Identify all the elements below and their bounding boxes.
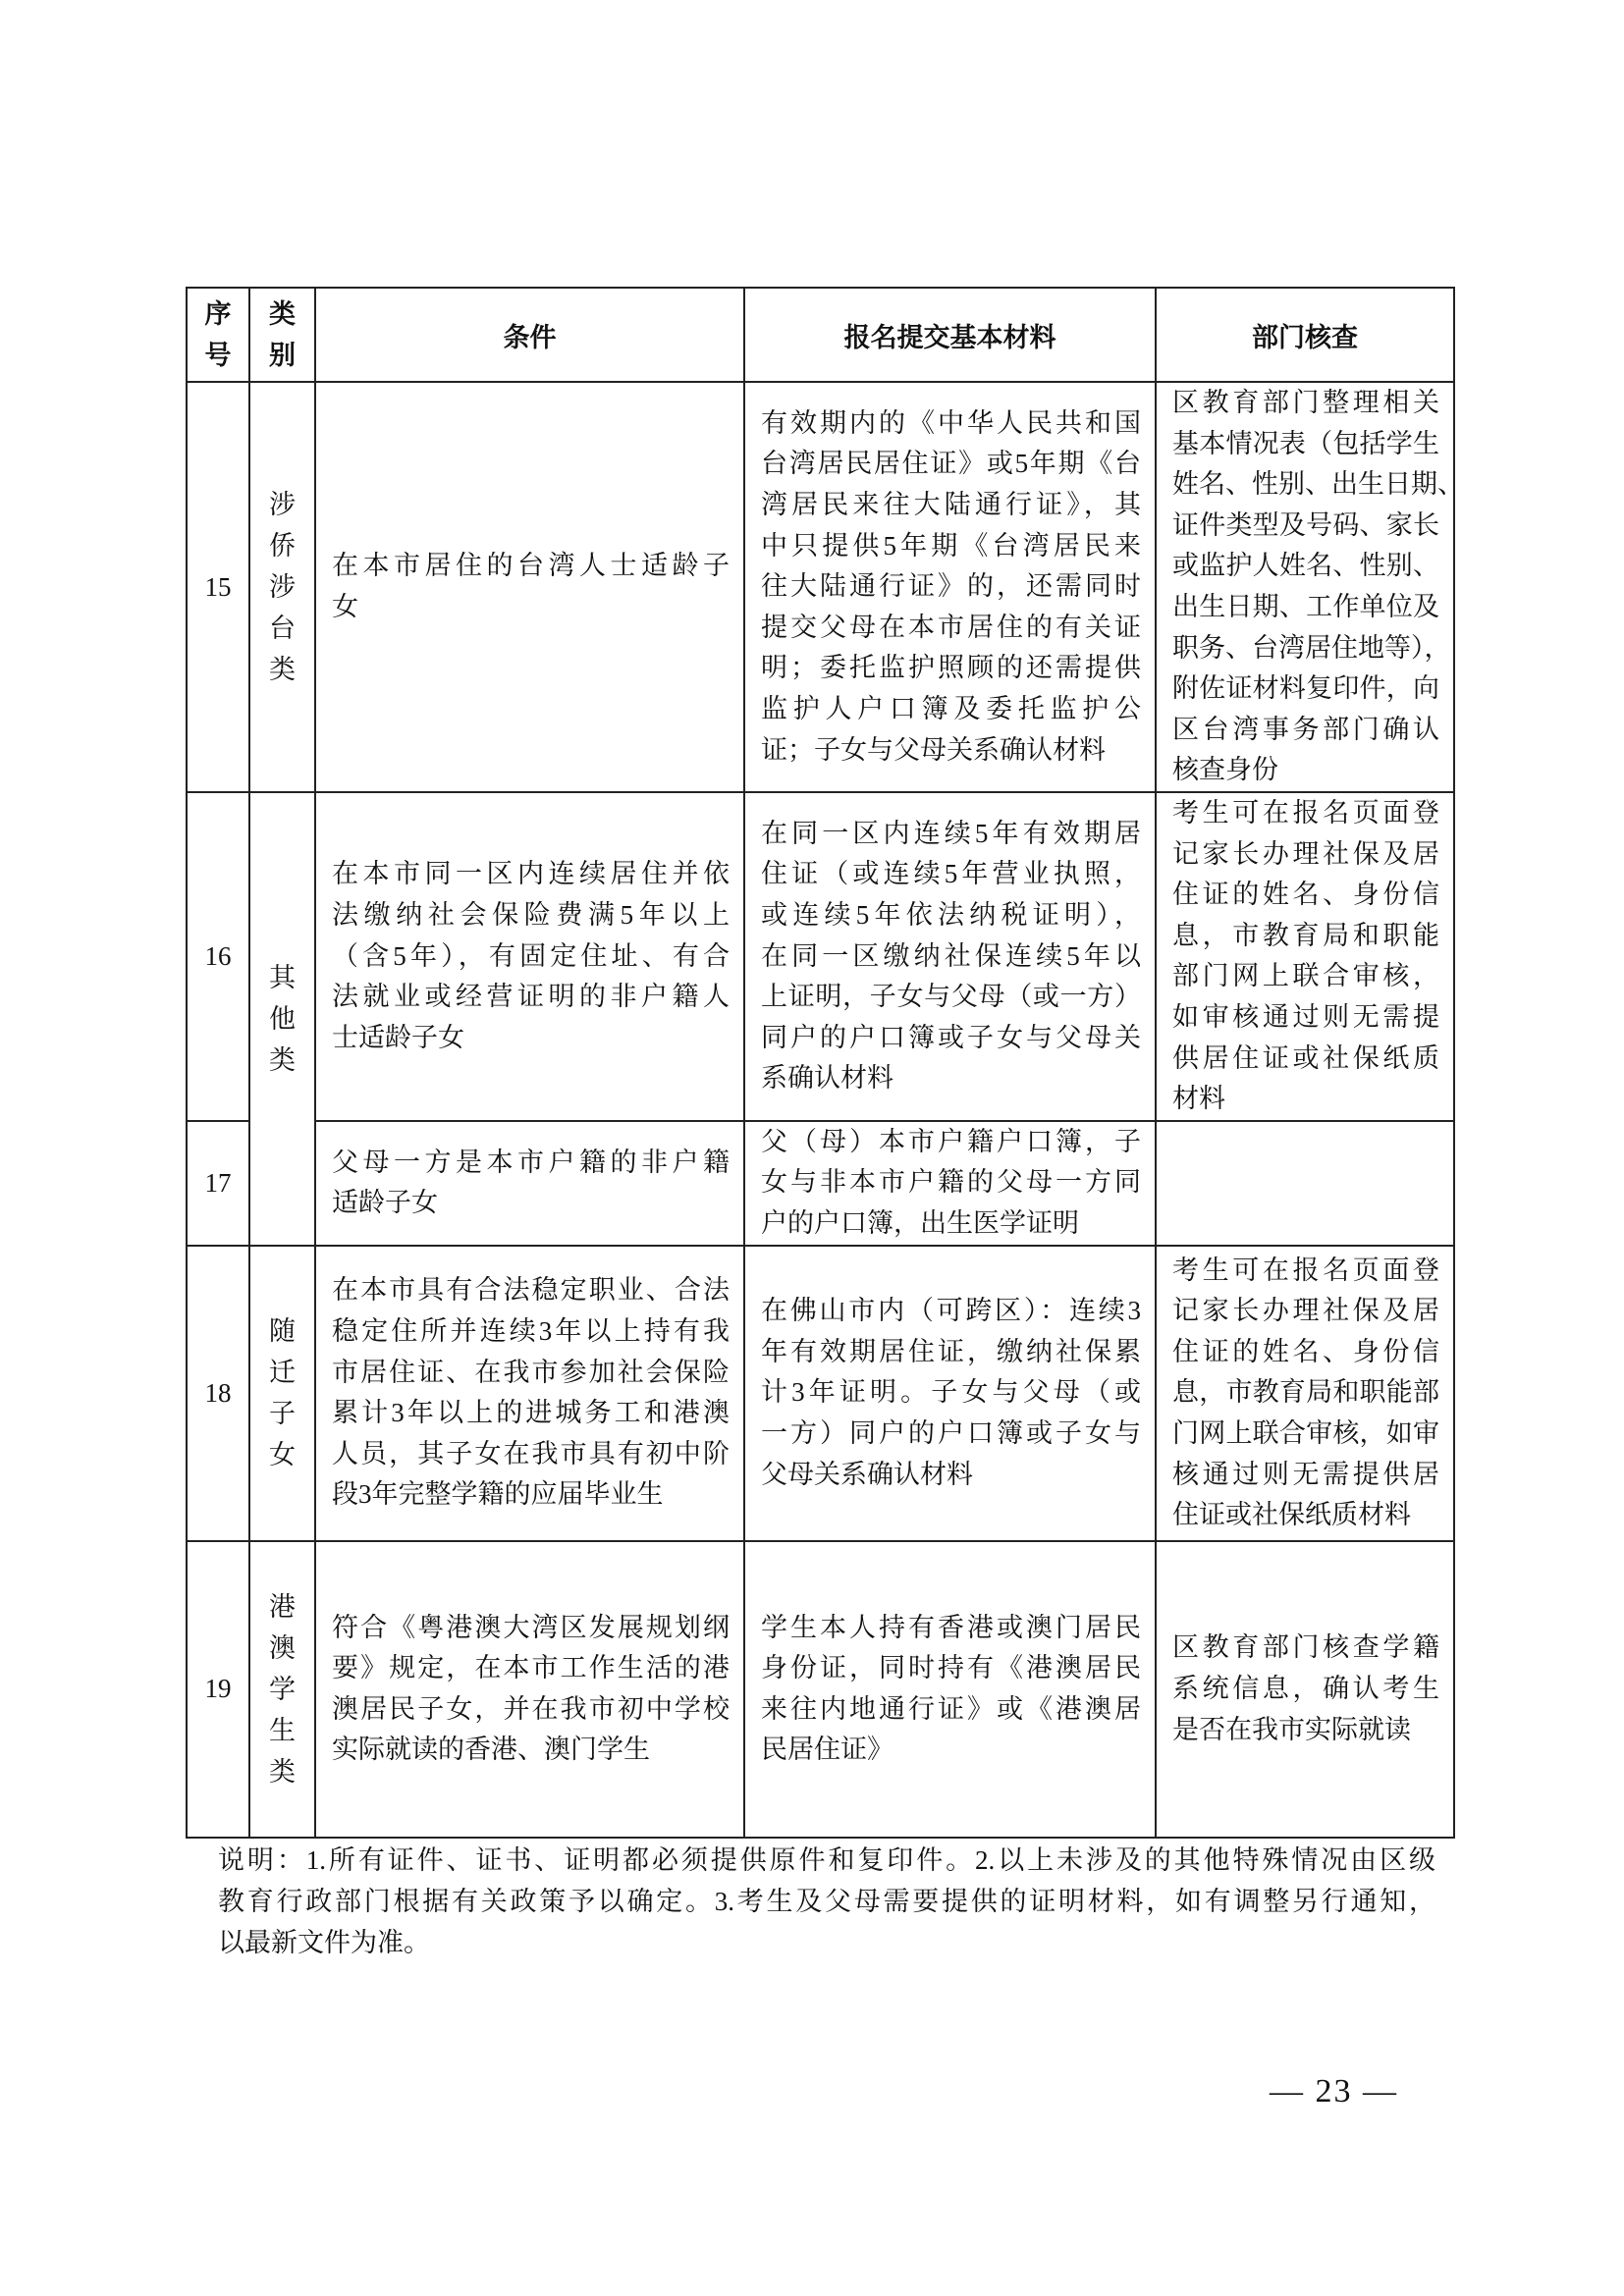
header-seq-label: 序号 — [204, 299, 232, 370]
text-line: 有效期内的《中华人民共和国 — [761, 407, 1141, 438]
header-seq — [187, 288, 249, 382]
category-label: 港澳学生类 — [269, 1591, 296, 1787]
text-line: 材料 — [1172, 1084, 1225, 1114]
text-line: 证件类型及号码、家长 — [1172, 509, 1439, 540]
text-line: 职务、台湾居住地等）， — [1172, 632, 1451, 663]
text-line: 息，市教育局和职能 — [1172, 920, 1439, 950]
row-review — [1156, 792, 1454, 1121]
row-seq: 19 — [187, 1541, 249, 1838]
text-line: 在本市具有合法稳定职业、合法 — [332, 1275, 730, 1306]
notes — [218, 1840, 1435, 1963]
text-line: 区教育部门核查学籍 — [1172, 1632, 1439, 1663]
text-line: 住证的姓名、身份信 — [1172, 1336, 1439, 1366]
row-seq: 17 — [187, 1121, 249, 1246]
text-line: 学生本人持有香港或澳门居民 — [761, 1612, 1141, 1642]
text-line: 符合《粤港澳大湾区发展规划纲 — [332, 1612, 730, 1642]
text-line: 实际就读的香港、澳门学生 — [332, 1735, 650, 1765]
header-materials: 报名提交基本材料 — [744, 288, 1156, 382]
text-line: 一方）同户的户口簿或子女与 — [761, 1418, 1141, 1449]
row-review — [1156, 1246, 1454, 1541]
text-line: 上证明，子女与父母（或一方） — [761, 982, 1141, 1012]
table-row — [187, 1246, 1454, 1541]
header-category-label: 类别 — [269, 299, 296, 370]
header-category — [249, 288, 315, 382]
row-materials — [744, 1246, 1156, 1541]
text-line: 中只提供5年期《台湾居民来 — [761, 530, 1141, 561]
text-line: 核通过则无需提供居 — [1172, 1459, 1439, 1489]
text-line: 市居住证、在我市参加社会保险 — [332, 1357, 730, 1387]
note-line: 说明：1.所有证件、证书、证明都必须提供原件和复印件。2.以上未涉及的其他特殊情况由区级 — [218, 1845, 1435, 1875]
row-condition — [315, 792, 744, 1121]
enrollment-requirements-table — [186, 287, 1464, 1839]
text-line: 身份证，同时持有《港澳居民 — [761, 1653, 1141, 1683]
text-line: 证；子女与父母关系确认材料 — [761, 734, 1106, 765]
text-line: 附佐证材料复印件，向 — [1172, 673, 1439, 704]
table-header-row — [187, 288, 1454, 382]
page-number: — 23 — — [1270, 2073, 1398, 2109]
row-review — [1156, 1541, 1454, 1838]
text-line: 户的户口簿，出生医学证明 — [761, 1208, 1079, 1239]
row-materials — [744, 1541, 1156, 1838]
row-category — [249, 792, 315, 1246]
text-line: 监护人户口簿及委托监护公 — [761, 693, 1141, 723]
text-line: 稳定住所并连续3年以上持有我 — [332, 1316, 730, 1347]
text-line: 在同一区缴纳社保连续5年以 — [761, 940, 1141, 971]
text-line: 提交父母在本市居住的有关证 — [761, 612, 1141, 642]
row-materials — [744, 382, 1156, 792]
text-line: 基本情况表（包括学生 — [1172, 428, 1439, 458]
text-line: 女 — [332, 592, 358, 621]
text-line: 或监护人姓名、性别、 — [1172, 551, 1439, 581]
text-line: 在本市居住的台湾人士适龄子 — [332, 551, 730, 581]
note-line: 以最新文件为准。 — [218, 1928, 430, 1957]
text-line: 区教育部门整理相关 — [1172, 388, 1439, 418]
row-seq: 18 — [187, 1246, 249, 1541]
text-line: 门网上联合审核，如审 — [1172, 1418, 1439, 1449]
row-review — [1156, 382, 1464, 792]
text-line: 出生日期、工作单位及 — [1172, 592, 1439, 621]
text-line: 记家长办理社保及居 — [1172, 838, 1439, 869]
text-line: 计3年证明。子女与父母（或 — [761, 1377, 1141, 1408]
text-line: 澳居民子女，并在我市初中学校 — [332, 1693, 730, 1724]
text-line: 明；委托监护照顾的还需提供 — [761, 653, 1141, 683]
text-line: 住证或社保纸质材料 — [1172, 1500, 1411, 1530]
category-label: 其他类 — [269, 962, 296, 1075]
table-row — [187, 1541, 1454, 1838]
table-row — [187, 382, 1454, 792]
text-line: （含5年），有固定住址、有合 — [332, 940, 730, 971]
text-line: 父（母）本市户籍户口簿，子 — [761, 1126, 1141, 1156]
text-line: 住证的姓名、身份信 — [1172, 880, 1439, 910]
row-review — [1156, 1121, 1454, 1246]
text-line: 法缴纳社会保险费满5年以上 — [332, 899, 730, 930]
text-line: 记家长办理社保及居 — [1172, 1296, 1439, 1326]
text-line: 士适龄子女 — [332, 1022, 464, 1052]
text-line: 在佛山市内（可跨区）：连续3 — [761, 1296, 1141, 1326]
text-line: 法就业或经营证明的非户籍人 — [332, 982, 730, 1012]
header-review: 部门核查 — [1156, 288, 1454, 382]
row-materials — [744, 1121, 1156, 1246]
text-line: 系统信息，确认考生 — [1172, 1673, 1439, 1703]
row-category — [249, 1246, 315, 1541]
text-line: 段3年完整学籍的应届毕业生 — [332, 1479, 664, 1510]
text-line: 或连续5年依法纳税证明）， — [761, 899, 1141, 930]
text-line: 女与非本市户籍的父母一方同 — [761, 1167, 1141, 1198]
text-line: 考生可在报名页面登 — [1172, 798, 1439, 828]
text-line: 核查身份 — [1172, 755, 1278, 785]
note-line: 教育行政部门根据有关政策予以确定。3.考生及父母需要提供的证明材料，如有调整另行通知， — [218, 1887, 1435, 1916]
text-line: 在同一区内连续5年有效期居 — [761, 818, 1141, 848]
header-condition: 条件 — [315, 288, 744, 382]
table-row — [187, 1121, 1454, 1246]
text-line: 区台湾事务部门确认 — [1172, 714, 1439, 744]
text-line: 民居住证》 — [761, 1735, 893, 1765]
text-line: 累计3年以上的进城务工和港澳 — [332, 1398, 730, 1428]
row-materials — [744, 792, 1156, 1121]
text-line: 父母一方是本市户籍的非户籍 — [332, 1147, 730, 1177]
category-label: 随迁子女 — [269, 1316, 296, 1470]
text-line: 湾居民来往大陆通行证》，其 — [761, 490, 1141, 520]
text-line: 年有效期居住证，缴纳社保累 — [761, 1336, 1141, 1366]
row-category — [249, 382, 315, 792]
text-line: 住证（或连续5年营业执照， — [761, 859, 1141, 889]
text-line: 姓名、性别、出生日期、 — [1172, 469, 1464, 500]
row-condition — [315, 1121, 744, 1246]
text-line: 如审核通过则无需提 — [1172, 1001, 1439, 1032]
text-line: 适龄子女 — [332, 1188, 438, 1218]
text-line: 部门网上联合审核， — [1172, 961, 1439, 991]
row-seq: 16 — [187, 792, 249, 1121]
text-line: 供居住证或社保纸质 — [1172, 1042, 1439, 1073]
text-line: 来往内地通行证》或《港澳居 — [761, 1693, 1141, 1724]
table-row — [187, 792, 1454, 1121]
text-line: 在本市同一区内连续居住并依 — [332, 859, 730, 889]
text-line: 台湾居民居住证》或5年期《台 — [761, 449, 1141, 479]
row-seq: 15 — [187, 382, 249, 792]
row-condition — [315, 1541, 744, 1838]
row-condition — [315, 382, 744, 792]
text-line: 同户的户口簿或子女与父母关 — [761, 1022, 1141, 1052]
text-line: 是否在我市实际就读 — [1172, 1714, 1411, 1744]
text-line: 父母关系确认材料 — [761, 1459, 973, 1489]
text-line: 系确认材料 — [761, 1063, 893, 1094]
text-line: 息，市教育局和职能部 — [1172, 1377, 1439, 1408]
text-line: 要》规定，在本市工作生活的港 — [332, 1653, 730, 1683]
text-line: 人员，其子女在我市具有初中阶 — [332, 1438, 730, 1468]
row-condition — [315, 1246, 744, 1541]
text-line: 考生可在报名页面登 — [1172, 1255, 1439, 1285]
row-category — [249, 1541, 315, 1838]
text-line: 往大陆通行证》的，还需同时 — [761, 571, 1141, 602]
category-label: 涉侨涉台类 — [269, 490, 296, 684]
